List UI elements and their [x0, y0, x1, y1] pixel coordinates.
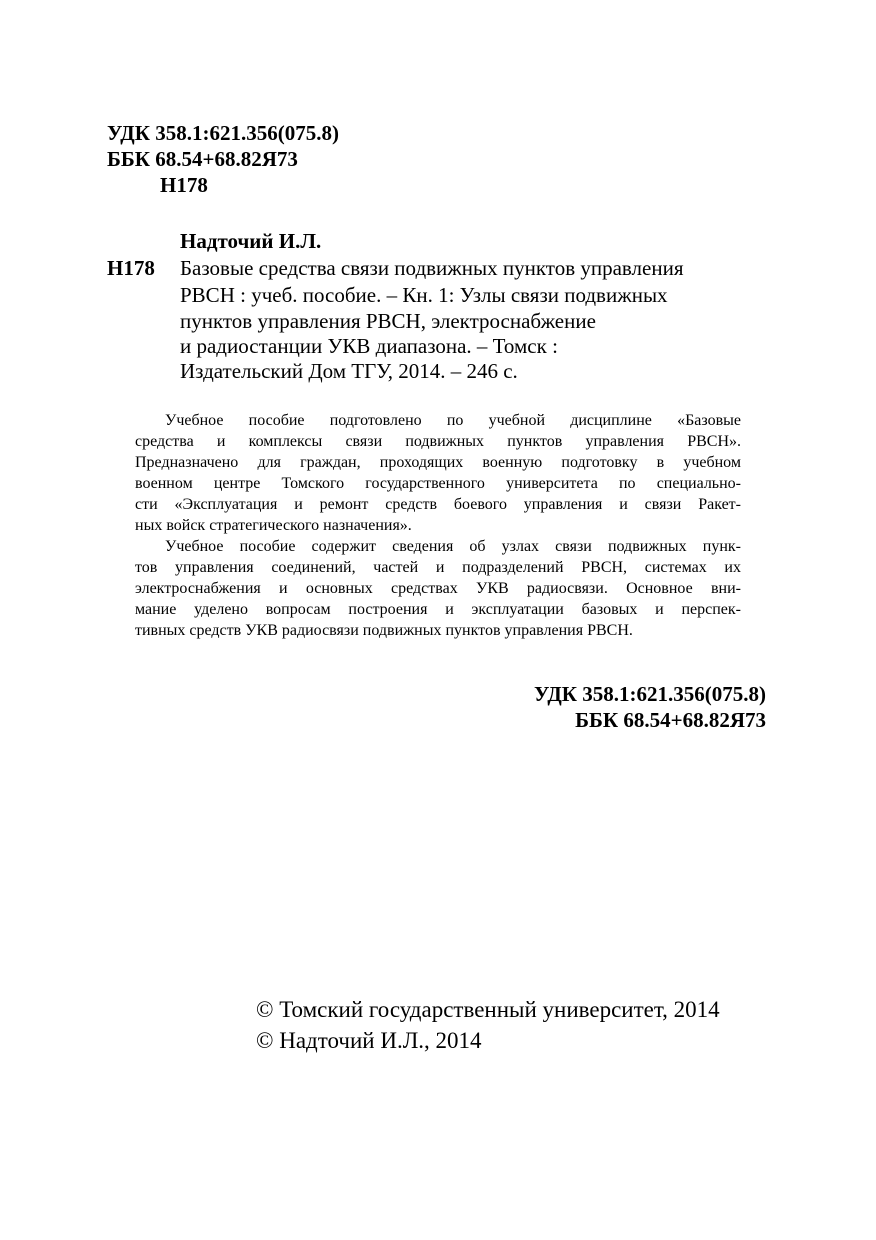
- bbk-code-top: ББК 68.54+68.82Я73: [107, 147, 298, 171]
- annotation-p1-line-5: сти «Эксплуатация и ремонт средств боевого управления и связи Ракет-: [135, 496, 741, 513]
- annotation-p2-line-4: мание уделено вопросам построения и эксплуатации базовых и перспек-: [135, 601, 741, 618]
- bib-line-2: РВСН : учеб. пособие. – Кн. 1: Узлы связи подвижных: [180, 283, 668, 307]
- annotation-p1-line-1: Учебное пособие подготовлено по учебной дисциплине «Базовые: [165, 412, 741, 429]
- copyright-university: © Томский государственный университет, 2014: [256, 997, 720, 1022]
- annotation-p1-line-4: военном центре Томского государственного университета по специально-: [135, 475, 741, 492]
- annotation-p2-line-3: электроснабжения и основных средствах УКВ радиосвязи. Основное вни-: [135, 580, 741, 597]
- author-sign-top: Н178: [160, 173, 208, 197]
- bib-line-4: и радиостанции УКВ диапазона. – Томск :: [180, 334, 558, 358]
- bbk-code-bottom: ББК 68.54+68.82Я73: [575, 708, 766, 732]
- bib-line-1: Базовые средства связи подвижных пунктов управления: [180, 256, 684, 280]
- annotation-p2-line-5: тивных средств УКВ радиосвязи подвижных пунктов управления РВСН.: [135, 622, 633, 639]
- bib-line-3: пунктов управления РВСН, электроснабжение: [180, 309, 596, 333]
- bib-author-sign: Н178: [107, 256, 155, 280]
- bib-line-5: Издательский Дом ТГУ, 2014. – 246 с.: [180, 359, 518, 383]
- annotation-p2-line-1: Учебное пособие содержит сведения об узлах связи подвижных пунк-: [165, 538, 741, 555]
- annotation-p1-line-3: Предназначено для граждан, проходящих военную подготовку в учебном: [135, 454, 741, 471]
- annotation-p1-line-6: ных войск стратегического назначения».: [135, 517, 412, 534]
- bib-author: Надточий И.Л.: [180, 229, 322, 253]
- copyright-author: © Надточий И.Л., 2014: [256, 1028, 482, 1053]
- annotation: [135, 410, 741, 641]
- udk-code-bottom: УДК 358.1:621.356(075.8): [534, 682, 766, 706]
- annotation-p2-line-2: тов управления соединений, частей и подразделений РВСН, системах их: [135, 559, 741, 576]
- annotation-p1-line-2: средства и комплексы связи подвижных пунктов управления РВСН».: [135, 433, 741, 450]
- udk-code-top: УДК 358.1:621.356(075.8): [107, 121, 339, 145]
- classification-bottom: [534, 681, 766, 733]
